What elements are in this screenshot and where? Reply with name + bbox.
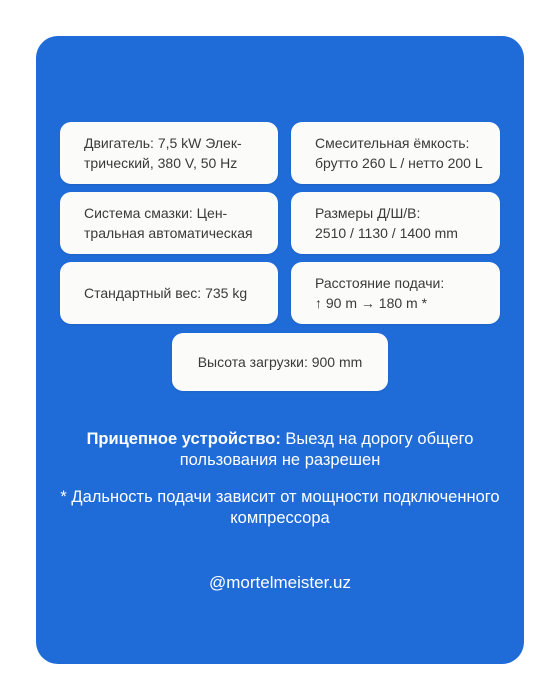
spec-card-height bbox=[172, 333, 388, 391]
social-handle: @mortelmeister.uz bbox=[209, 573, 351, 592]
spec-card-weight bbox=[60, 262, 278, 324]
spec-card-mixer bbox=[291, 122, 500, 184]
footnote-text: * Дальность подачи зависит от мощности подключенного компрессора bbox=[60, 488, 500, 527]
towing-note bbox=[60, 429, 500, 471]
spec-lubrication-text: Система смазки: Цен- тральная автоматическая bbox=[84, 205, 253, 241]
spec-card-lubrication bbox=[60, 192, 278, 254]
spec-card-dimensions bbox=[291, 192, 500, 254]
spec-card-engine bbox=[60, 122, 278, 184]
spec-engine-text: Двигатель: 7,5 kW Элек- трический, 380 V, 50 Hz bbox=[84, 135, 242, 171]
spec-weight-text: Стандартный вес: 735 kg bbox=[84, 285, 248, 301]
towing-note-text: Выезд на дорогу общего пользования не разрешен bbox=[179, 430, 474, 469]
spec-mixer-text: Смесительная ёмкость: брутто 260 L / нетто 200 L bbox=[315, 135, 483, 171]
spec-distance-text: Расстояние подачи: ↑ 90 m → 180 m * bbox=[315, 275, 445, 311]
spec-card-distance bbox=[291, 262, 500, 324]
spec-dimensions-text: Размеры Д/Ш/В: 2510 / 1130 / 1400 mm bbox=[315, 205, 458, 241]
footnote bbox=[60, 487, 500, 529]
spec-height-text: Высота загрузки: 900 mm bbox=[197, 354, 363, 370]
towing-note-label: Прицепное устройство: bbox=[86, 430, 281, 448]
